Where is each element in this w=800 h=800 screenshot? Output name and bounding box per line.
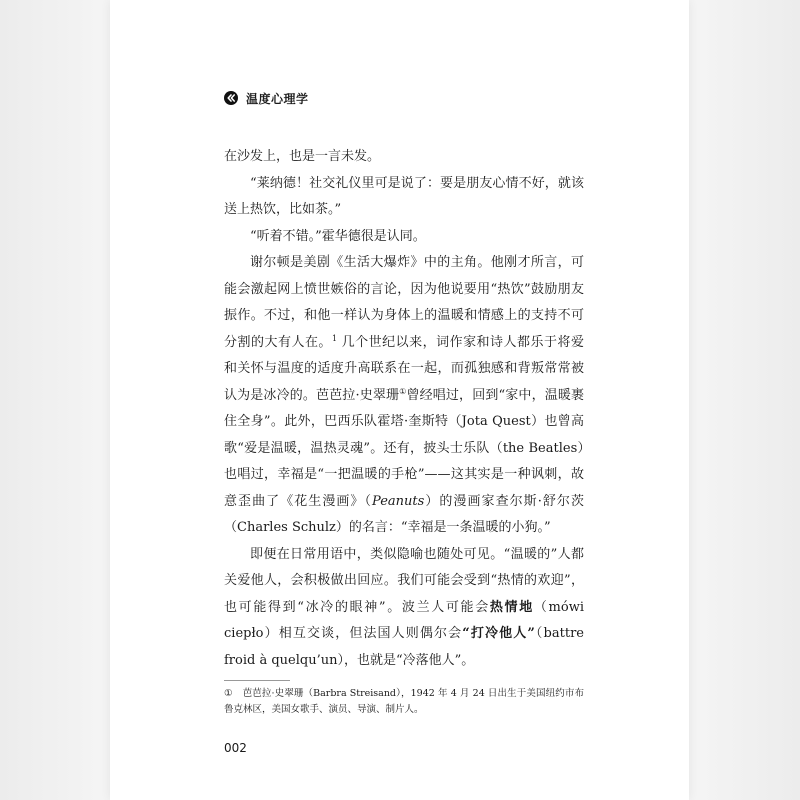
paragraph-5-part-a: 即便在日常用语中，类似隐喻也随处可见。“温暖的”人都关爱他人，会积极做出回应。我们可能会受到“热情的欢迎”，也可能得到“冰冷的眼神”。波兰人可能会 [224,546,584,615]
bold-phrase-2: “打冷他人” [462,626,535,641]
paragraph-1: 在沙发上，也是一言未发。 [224,149,381,164]
paragraph-4-part-b: 几个世纪以来，词作家和诗人都乐于将爱和关怀与温度的适度升高联系在一起，而孤独感和背叛常常被认为是冰冷的。芭芭拉·史翠珊 [224,334,584,403]
footnote-marker[interactable]: ① [399,386,407,396]
footnote-divider [224,680,290,681]
paragraph-5-part-c: （battre froid à quelqu’un），也就是“冷落他人”。 [224,626,584,668]
footnote-text: 芭芭拉·史翠珊（Barbra Streisand），1942 年 4 月 24 日出生于美国纽约市布鲁克林区，美国女歌手、演员、导演、制片人。 [224,688,584,715]
bold-phrase-1: 热情地 [489,599,534,615]
footnote [224,686,584,718]
book-page [110,0,689,800]
paragraph-4-part-c: 曾经唱过，回到“家中，温暖裹住全身”。此外，巴西乐队霍塔·奎斯特（Jota Quest）也曾高歌“爱是温暖，温热灵魂”。还有，披头士乐队（the Beatles）也唱过，幸福是“一把温暖的手枪”——这其实是一种讽刺，故意歪曲了《花生漫画》（ [224,387,585,509]
paragraph-3: “听着不错。”霍华德很是认同。 [250,228,426,244]
book-title: 温度心理学 [246,91,309,106]
endnote-marker[interactable]: 1 [331,333,338,343]
double-chevron-left-icon [224,91,238,105]
page-number: 002 [224,741,247,755]
footnote-mark: ① [224,688,233,699]
paragraph-5-part-b: （mówi ciepło）相互交谈，但法国人则偶尔会 [224,599,584,641]
paragraph-4-part-a: 谢尔顿是美剧《生活大爆炸》中的主角。他刚才所言，可能会激起网上愤世嫉俗的言论，因为他说要用“热饮”鼓励朋友振作。不过，和他一样认为身体上的温暖和情感上的支持不可分割的大有人在。 [224,255,584,350]
body-text [224,144,584,674]
paragraph-4-part-d: ）的漫画家查尔斯·舒尔茨（Charles Schulz）的名言：“幸福是一条温暖的小狗。” [224,493,584,535]
running-head [224,88,309,108]
paragraph-2: “莱纳德！社交礼仪里可是说了：要是朋友心情不好，就该送上热饮，比如茶。” [224,175,584,217]
paragraph-5 [224,542,584,675]
paragraph-4 [224,250,584,542]
italic-title: Peanuts [372,493,425,509]
